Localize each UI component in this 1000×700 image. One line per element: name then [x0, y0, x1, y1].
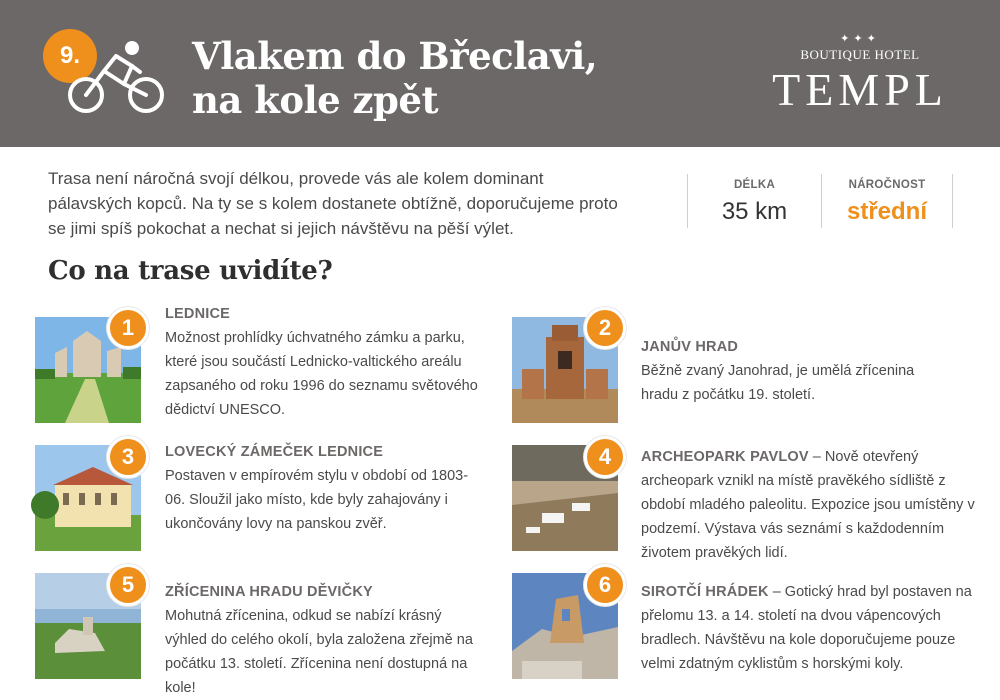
stat-length	[688, 174, 822, 228]
logo-stars: ✦✦✦	[840, 33, 880, 45]
route-number-badge: 9.	[43, 29, 97, 83]
poi-name: ARCHEOPARK PAVLOV	[641, 449, 809, 465]
intro-paragraph: Trasa není náročná svojí délkou, provede vás ale kolem dominant pálavských kopců. Na ty se s kolem dostanete obtížně, doporučujeme proto se jimi spíš pokochat a nechat si jejich návštěvu na pěší výlet.	[48, 169, 618, 238]
hotel-logo	[760, 32, 960, 114]
poi-text-6	[641, 580, 977, 676]
poi-description: – Gotický hrad byl postaven na přelomu 13. a 14. století na dvou vápencových bradlech. Návštěvu na kole doporučujeme pouze velmi zdatným cyklistům s horskými koly.	[641, 584, 972, 672]
poi-text-3	[165, 440, 483, 536]
bicycle-rider-icon	[66, 38, 168, 118]
poi-number-badge: 6	[584, 564, 626, 606]
poi-text-5	[165, 580, 485, 700]
title-line-1: Vlakem do Břeclavi,	[192, 34, 598, 78]
poi-number-badge: 2	[584, 307, 626, 349]
stat-length-value: 35 km	[721, 198, 788, 225]
poi-name: LOVECKÝ ZÁMEČEK LEDNICE	[165, 444, 384, 460]
poi-text-2	[641, 335, 941, 407]
logo-name: TEMPL	[772, 64, 948, 115]
stat-length-label: DÉLKA	[733, 179, 776, 191]
page-title	[192, 34, 672, 122]
title-line-2: na kole zpět	[192, 78, 439, 122]
poi-number-badge: 5	[107, 564, 149, 606]
poi-number-badge: 1	[107, 307, 149, 349]
poi-description: Běžně zvaný Janohrad, je umělá zřícenina hradu z počátku 19. století.	[641, 363, 915, 403]
stat-difficulty-value: střední	[846, 198, 927, 225]
poi-description: – Nově otevřený archeopark vznikl na místě pravěkého sídliště z období mladého paleolitu. Expozice jsou umístěny v podzemí. Výstava vás seznámí s každodenním životem pravěkých lidí.	[641, 449, 975, 561]
poi-name: LEDNICE	[165, 306, 231, 322]
poi-name: JANŮV HRAD	[641, 339, 739, 355]
section-title: Co na trase uvidíte?	[48, 256, 333, 286]
poi-number-badge: 3	[107, 436, 149, 478]
poi-number-badge: 4	[584, 436, 626, 478]
poi-description: Postaven v empírovém stylu v období od 1803-06. Sloužil jako místo, kde byly zahajovány i ukončovány lovy na panskou zvěř.	[165, 468, 469, 532]
header-banner	[0, 0, 1000, 147]
poi-text-1	[165, 302, 480, 422]
poi-description: Možnost prohlídky úchvatného zámku a parku, které jsou součástí Lednicko-valtického areálu zapsaného od roku 1996 do seznamu světového dědictví UNESCO.	[165, 330, 478, 418]
logo-subtitle: BOUTIQUE HOTEL	[800, 47, 920, 62]
stat-difficulty	[822, 174, 953, 228]
poi-name: SIROTČÍ HRÁDEK	[641, 584, 769, 600]
route-stats	[687, 174, 953, 228]
stat-difficulty-label: NÁROČNOST	[848, 179, 926, 191]
poi-name: ZŘÍCENINA HRADU DĚVIČKY	[165, 584, 373, 600]
poi-text-4	[641, 445, 979, 565]
poi-description: Mohutná zřícenina, odkud se nabízí krásný výhled do celého okolí, byla založena zřejmě na počátku 13. století. Zřícenina není dostupná na kole!	[165, 608, 473, 696]
